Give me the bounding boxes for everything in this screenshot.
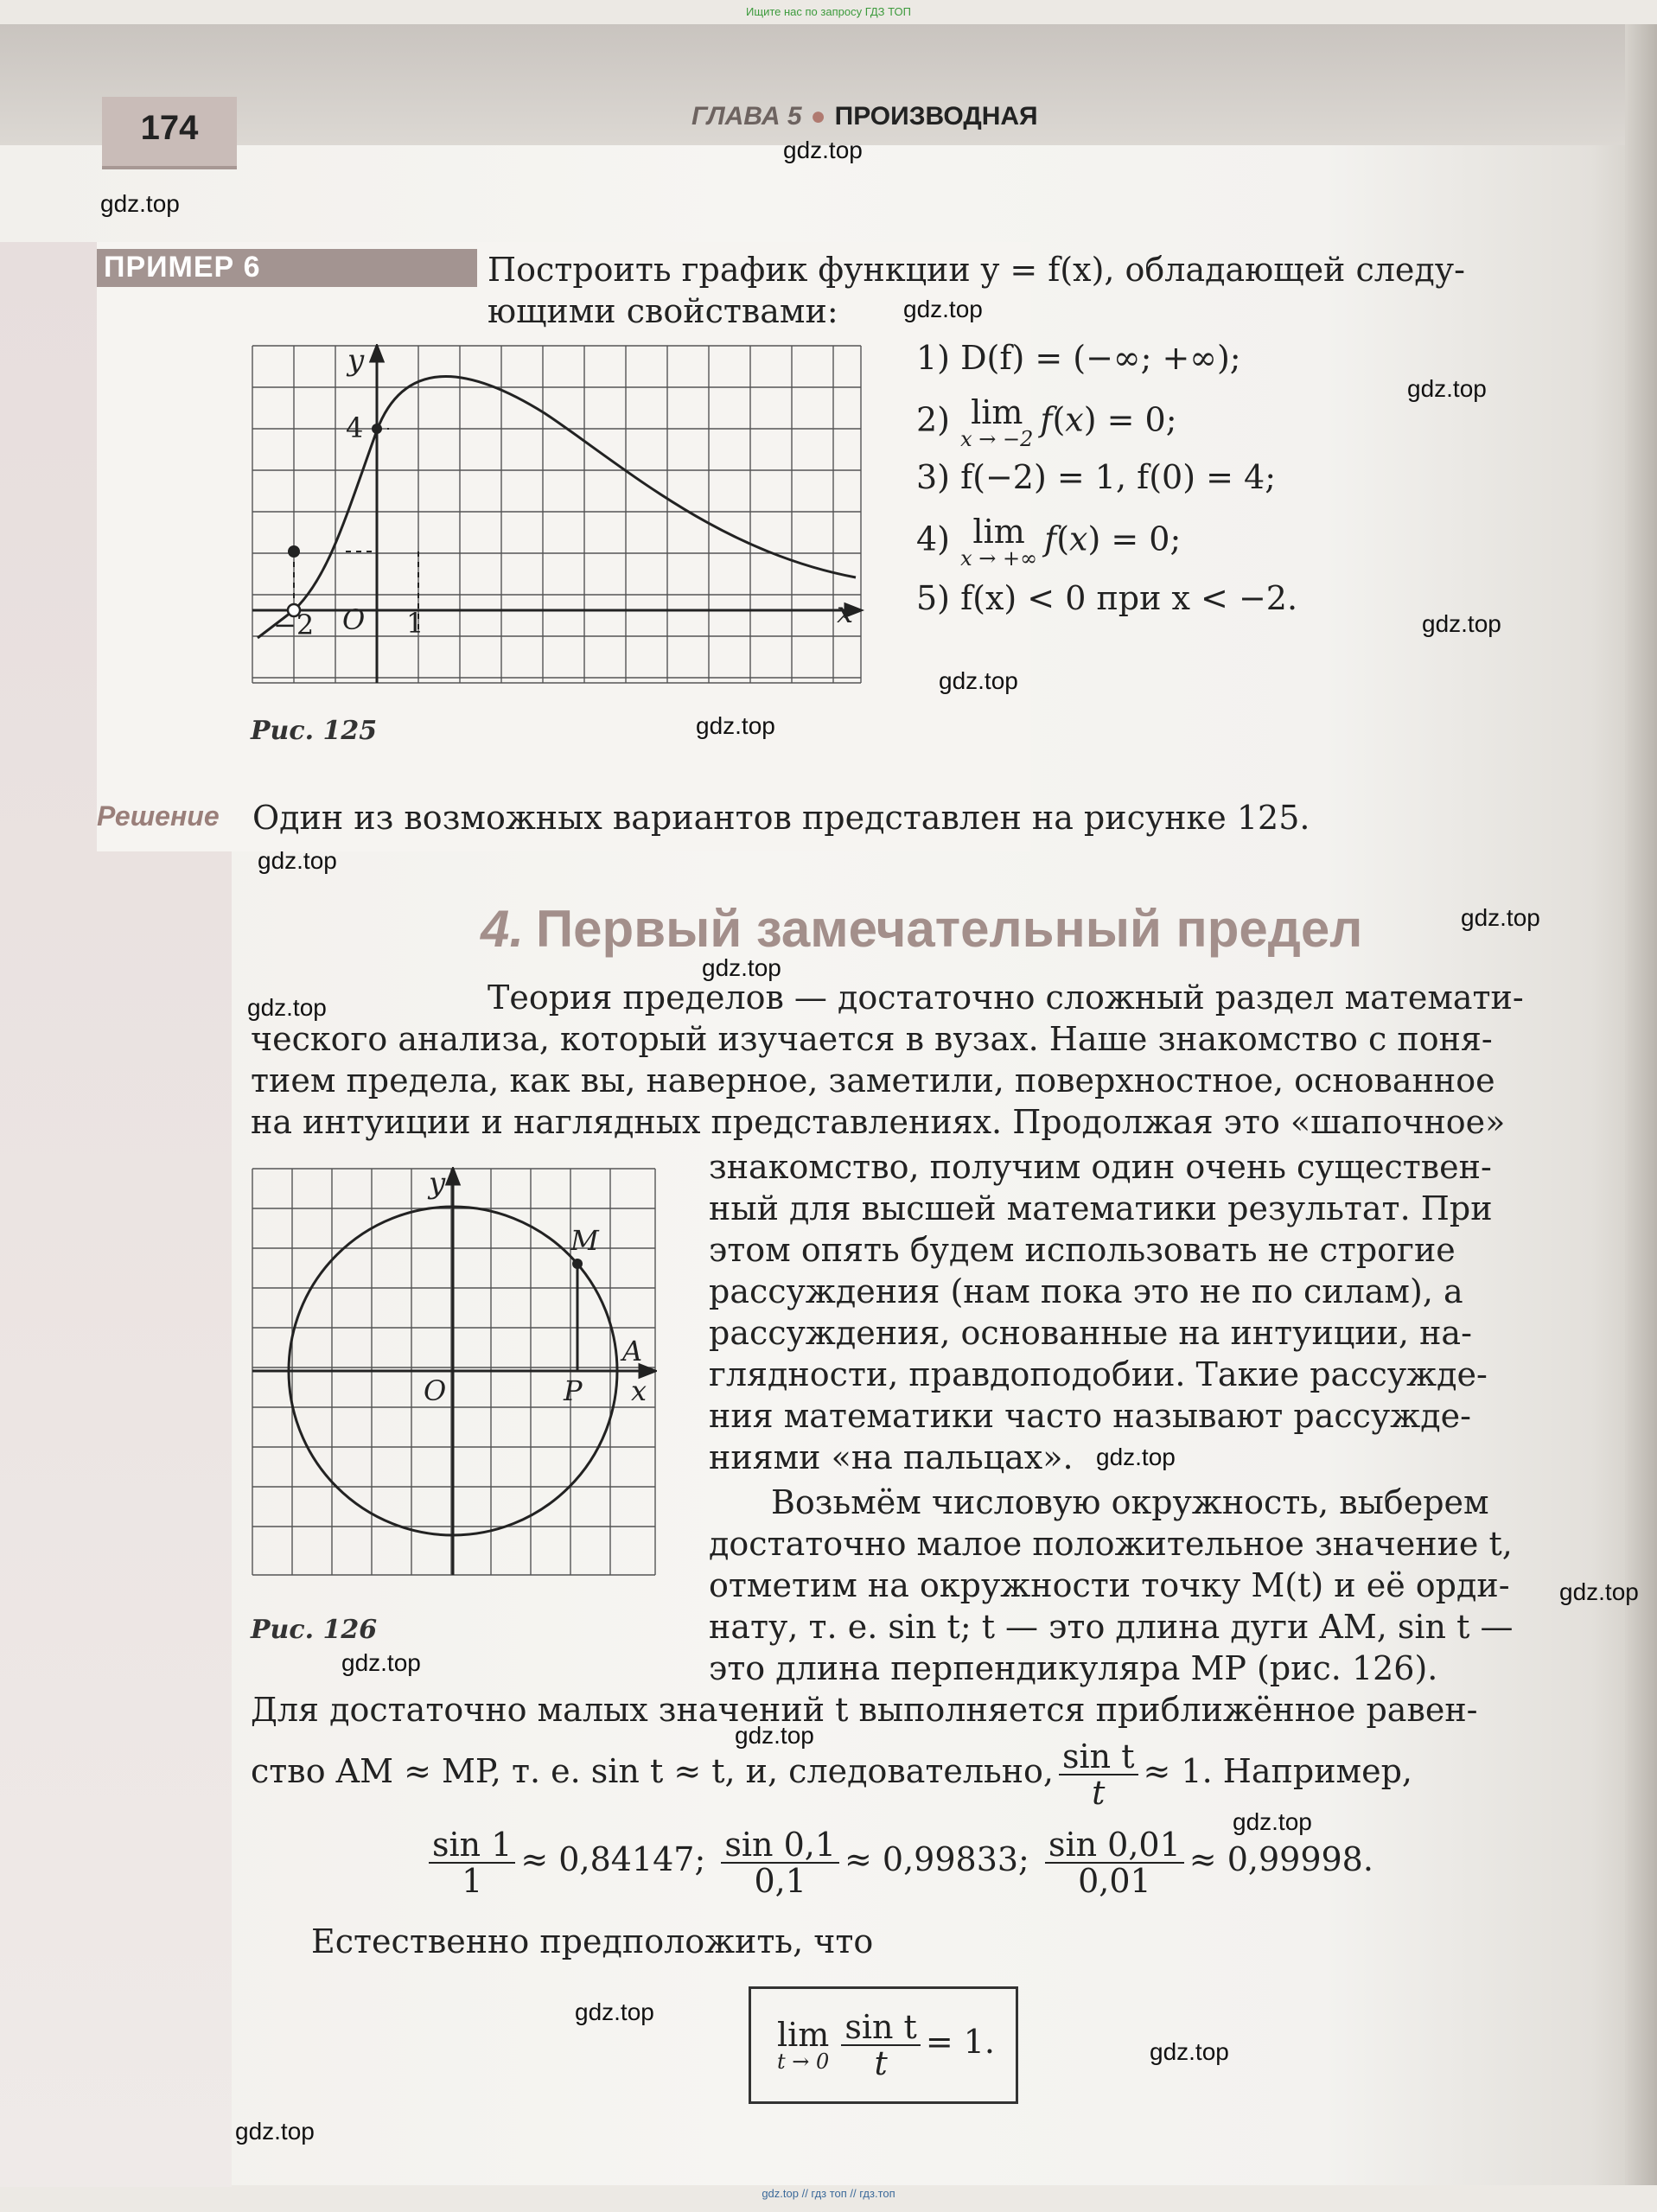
para1-line1: Теория пределов — достаточно сложный раздел математи- [488, 979, 1524, 1017]
watermark: gdz.top [258, 847, 337, 874]
point-filled-minus2 [288, 545, 300, 558]
watermark: gdz.top [1559, 1578, 1639, 1605]
fig125-label-x: x [837, 596, 854, 630]
fig126-label-p: P [564, 1374, 583, 1407]
para1-line4: на интуиции и наглядных представлениях. Продолжая это «шапочное» [251, 1103, 1506, 1141]
watermark: gdz.top [341, 1649, 421, 1676]
wrap-line4: рассуждения (нам пока это не по силам), а [709, 1272, 1463, 1310]
wrap-line2: ный для высшей математики результат. При [709, 1189, 1493, 1227]
wrap-line1: знакомство, получим один очень существен- [709, 1148, 1492, 1186]
figure-125-caption: Рис. 125 [251, 716, 378, 746]
watermark: gdz.top [939, 667, 1018, 694]
wrap-line7: ния математики часто называют рассужде- [709, 1397, 1471, 1435]
fig125-label-o: O [342, 603, 366, 636]
approx-line-end: ≈ 1. Например, [1143, 1752, 1412, 1790]
watermark: gdz.top [1422, 610, 1501, 637]
property-2: 2) lim x → −2 f(x) = 0; [916, 393, 1177, 451]
watermark: gdz.top [100, 190, 180, 217]
point-m [572, 1259, 583, 1269]
fig125-label-y: y [347, 344, 365, 378]
para2-line4: нату, т. е. sin t; t — это длина дуги AM, sin t — [709, 1608, 1514, 1646]
bottom-site-links: gdz.top // гдз топ // гдз.топ [762, 2187, 895, 2200]
section-number: 4. [481, 900, 525, 958]
point-filled-4 [372, 424, 382, 434]
watermark: gdz.top [735, 1722, 814, 1749]
watermark: gdz.top [702, 954, 781, 981]
watermark: gdz.top [235, 2118, 315, 2145]
watermark: gdz.top [1096, 1444, 1176, 1470]
property-4: 4) lim x → +∞ f(x) = 0; [916, 513, 1182, 571]
property-5: 5) f(x) < 0 при x < −2. [916, 579, 1298, 617]
example-frac-1: $\frac{\sin 1}{1}$ [429, 1827, 515, 1898]
conclusion-text: Естественно предположить, что [311, 1922, 874, 1960]
para2-line3: отметим на окружности точку M(t) и её орди- [709, 1566, 1510, 1604]
para2-line5: это длина перпендикуляра MP (рис. 126). [709, 1649, 1438, 1687]
section-title-text: Первый замечательный предел [536, 900, 1363, 958]
figure-126-svg [251, 1167, 657, 1577]
fig126-label-y: y [429, 1167, 446, 1201]
watermark: gdz.top [1233, 1808, 1312, 1835]
watermark: gdz.top [1150, 2038, 1229, 2065]
figure-126-circle [251, 1167, 657, 1577]
wrap-line3: этом опять будем использовать не строгие [709, 1231, 1456, 1269]
fig126-label-x: x [631, 1374, 647, 1407]
solution-label: Решение [97, 800, 220, 832]
watermark: gdz.top [903, 296, 983, 322]
example-label [97, 249, 477, 287]
fig125-label-1: 1 [406, 607, 424, 640]
figure-125-dashes [294, 429, 418, 629]
boxed-formula [749, 1986, 1018, 2104]
watermark: gdz.top [1407, 375, 1487, 402]
para2-line2: достаточно малое положительное значение t, [709, 1525, 1513, 1563]
wrap-line8: ниями «на пальцах». [709, 1438, 1074, 1476]
wrap-line5: рассуждения, основанные на интуиции, на- [709, 1314, 1472, 1352]
figure-125-graph [251, 344, 866, 685]
wrap-line6: глядности, правдоподобии. Такие рассужде- [709, 1355, 1488, 1393]
watermark: gdz.top [783, 137, 863, 163]
chapter-label: ГЛАВА 5 [691, 102, 802, 131]
example-intro-line1: Построить график функции y = f(x), обладающей следу- [488, 251, 1465, 289]
example-frac-3: $\frac{\sin 0,01}{0,01}$ [1045, 1827, 1184, 1898]
para1-line3: тием предела, как вы, наверное, заметили, поверхностное, основанное [251, 1061, 1495, 1100]
bullet-icon: ● [810, 102, 826, 131]
numeric-examples: $\frac{\sin 1}{1}$ ≈ 0,84147; $\frac{\sin 0,1}{0,1}$ ≈ 0,99833; $\frac{\sin 0,01}{0,01}$ ≈ 0,99998. [424, 1820, 1373, 1898]
solution-text: Один из возможных вариантов представлен на рисунке 125. [252, 799, 1310, 837]
boxed-formula-content: lim t → 0 $\frac{\text{sin t}}{t}$ = 1. [777, 2007, 996, 2082]
page-number-box [102, 97, 237, 169]
figure-125-svg [251, 344, 866, 685]
para2-full-line: Для достаточно малых значений t выполняется приближённое равен- [251, 1691, 1478, 1729]
fig126-label-m: M [570, 1224, 599, 1257]
watermark: gdz.top [1461, 904, 1540, 931]
property-1: 1) D(f) = (−∞; +∞); [916, 339, 1241, 377]
example-intro-line2: ющими свойствами: [488, 292, 838, 330]
fig125-label-minus2: −2 [273, 609, 315, 641]
fig126-label-o: O [424, 1374, 447, 1407]
watermark: gdz.top [696, 712, 775, 739]
example-label-text: ПРИМЕР 6 [104, 251, 261, 284]
watermark: gdz.top [247, 994, 327, 1021]
top-search-hint: Ищите нас по запросу ГДЗ ТОП [746, 5, 911, 18]
page-number: 174 [140, 109, 199, 147]
property-3: 3) f(−2) = 1, f(0) = 4; [916, 458, 1277, 496]
watermark: gdz.top [575, 1998, 654, 2025]
fig126-label-a: A [622, 1335, 643, 1367]
chapter-title: ПРОИЗВОДНАЯ [834, 102, 1038, 131]
fig125-label-4: 4 [346, 411, 364, 444]
page-gutter-shadow [1625, 24, 1657, 2185]
figure-126-caption: Рис. 126 [251, 1615, 378, 1645]
para1-line2: ческого анализа, который изучается в вузах. Наше знакомство с поня- [251, 1020, 1493, 1058]
section-title [481, 899, 1362, 959]
approx-line [251, 1732, 1412, 1810]
approx-line-start: ство AM ≈ MP, т. е. sin t ≈ t, и, следовательно, [251, 1752, 1055, 1790]
chapter-header [691, 102, 1038, 131]
frac-sint-over-t: $\frac{\text{sin t}}{t}$ [1059, 1739, 1138, 1810]
para2-line1: Возьмём числовую окружность, выберем [771, 1483, 1489, 1521]
example-frac-2: $\frac{\sin 0,1}{0,1}$ [721, 1827, 839, 1898]
